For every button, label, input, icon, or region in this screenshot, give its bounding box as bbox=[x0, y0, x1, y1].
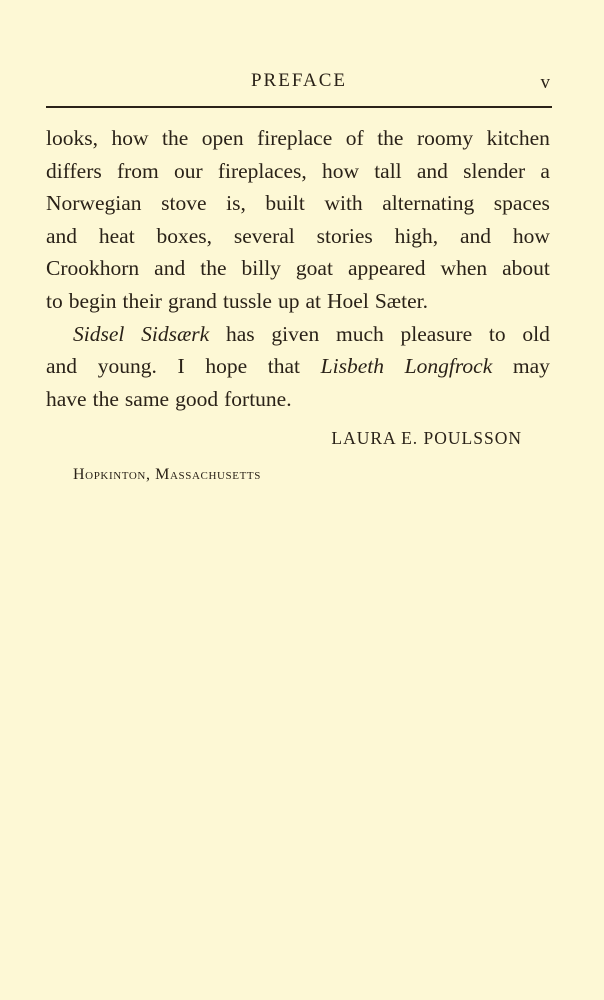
text-line bbox=[46, 383, 550, 416]
word: hope bbox=[205, 354, 248, 379]
word: Hoel bbox=[327, 288, 369, 313]
word: and bbox=[154, 256, 186, 281]
running-title: PREFACE bbox=[250, 70, 347, 91]
word: to bbox=[46, 288, 63, 313]
word: and bbox=[460, 223, 492, 248]
word: goat bbox=[295, 256, 333, 281]
text-line bbox=[46, 285, 550, 318]
word: differs bbox=[46, 158, 102, 183]
word: how bbox=[111, 126, 149, 150]
word: looks, bbox=[46, 126, 98, 150]
word: has bbox=[225, 321, 255, 346]
word: I bbox=[177, 354, 185, 379]
word: from bbox=[116, 158, 159, 183]
word: begin bbox=[68, 288, 117, 313]
word: built bbox=[265, 191, 305, 216]
word: when bbox=[440, 256, 488, 281]
word: and bbox=[416, 158, 448, 183]
word: of bbox=[345, 126, 364, 150]
header-rule bbox=[46, 106, 552, 108]
word: Norwegian bbox=[46, 191, 142, 216]
text-line bbox=[46, 155, 550, 188]
word: young. bbox=[97, 354, 157, 379]
word: have bbox=[46, 386, 87, 411]
word: that bbox=[267, 354, 301, 379]
word: appeared bbox=[347, 256, 426, 281]
book-title-word: Lisbeth bbox=[320, 354, 384, 379]
word: with bbox=[324, 191, 363, 216]
word: much bbox=[335, 321, 384, 346]
word: high, bbox=[394, 223, 439, 248]
word: Sæter. bbox=[374, 288, 428, 313]
word: their bbox=[122, 288, 162, 313]
text-line bbox=[46, 187, 550, 220]
word: grand bbox=[167, 288, 217, 313]
word: open bbox=[201, 126, 244, 150]
book-title-word: Sidsel bbox=[73, 321, 125, 346]
word: fortune. bbox=[224, 386, 292, 411]
word: stories bbox=[316, 223, 373, 248]
word: and bbox=[46, 354, 78, 379]
word: up bbox=[277, 288, 300, 313]
word: heat bbox=[98, 223, 135, 248]
page-number: v bbox=[540, 72, 550, 93]
text-line bbox=[46, 318, 550, 351]
word: slender bbox=[463, 158, 526, 183]
word: our bbox=[173, 158, 203, 183]
book-title-word: Longfrock bbox=[404, 354, 493, 379]
word: a bbox=[540, 158, 550, 183]
word: kitchen bbox=[486, 126, 550, 150]
word: tussle bbox=[222, 288, 272, 313]
word: how bbox=[512, 223, 550, 248]
book-title-word: Sidsærk bbox=[141, 321, 210, 346]
word: pleasure bbox=[400, 321, 473, 346]
word: stove bbox=[161, 191, 207, 216]
word: at bbox=[305, 288, 321, 313]
place-line: Hopkinton, Massachusetts bbox=[73, 466, 261, 483]
word: the bbox=[92, 386, 119, 411]
text-line bbox=[46, 220, 550, 253]
word: several bbox=[233, 223, 295, 248]
word: the bbox=[377, 126, 404, 150]
preface-text bbox=[46, 122, 550, 415]
word: to bbox=[488, 321, 506, 346]
text-line bbox=[46, 252, 550, 285]
word: old bbox=[522, 321, 550, 346]
word: given bbox=[271, 321, 320, 346]
running-head bbox=[46, 70, 552, 100]
word: the bbox=[162, 126, 189, 150]
word: Crookhorn bbox=[46, 256, 140, 281]
word: is, bbox=[226, 191, 246, 216]
word: billy bbox=[241, 256, 281, 281]
word: fireplace bbox=[257, 126, 333, 150]
word: about bbox=[502, 256, 550, 281]
word: the bbox=[200, 256, 227, 281]
word: roomy bbox=[416, 126, 474, 150]
text-line bbox=[46, 122, 550, 155]
text-line bbox=[46, 350, 550, 383]
word: tall bbox=[374, 158, 402, 183]
word: boxes, bbox=[156, 223, 213, 248]
word: spaces bbox=[493, 191, 550, 216]
author-signature: LAURA E. POULSSON bbox=[331, 428, 522, 448]
word: may bbox=[512, 354, 550, 379]
word: good bbox=[175, 386, 219, 411]
word: how bbox=[321, 158, 359, 183]
word: alternating bbox=[382, 191, 475, 216]
word: same bbox=[124, 386, 170, 411]
word: and bbox=[46, 223, 78, 248]
word: fireplaces, bbox=[217, 158, 307, 183]
